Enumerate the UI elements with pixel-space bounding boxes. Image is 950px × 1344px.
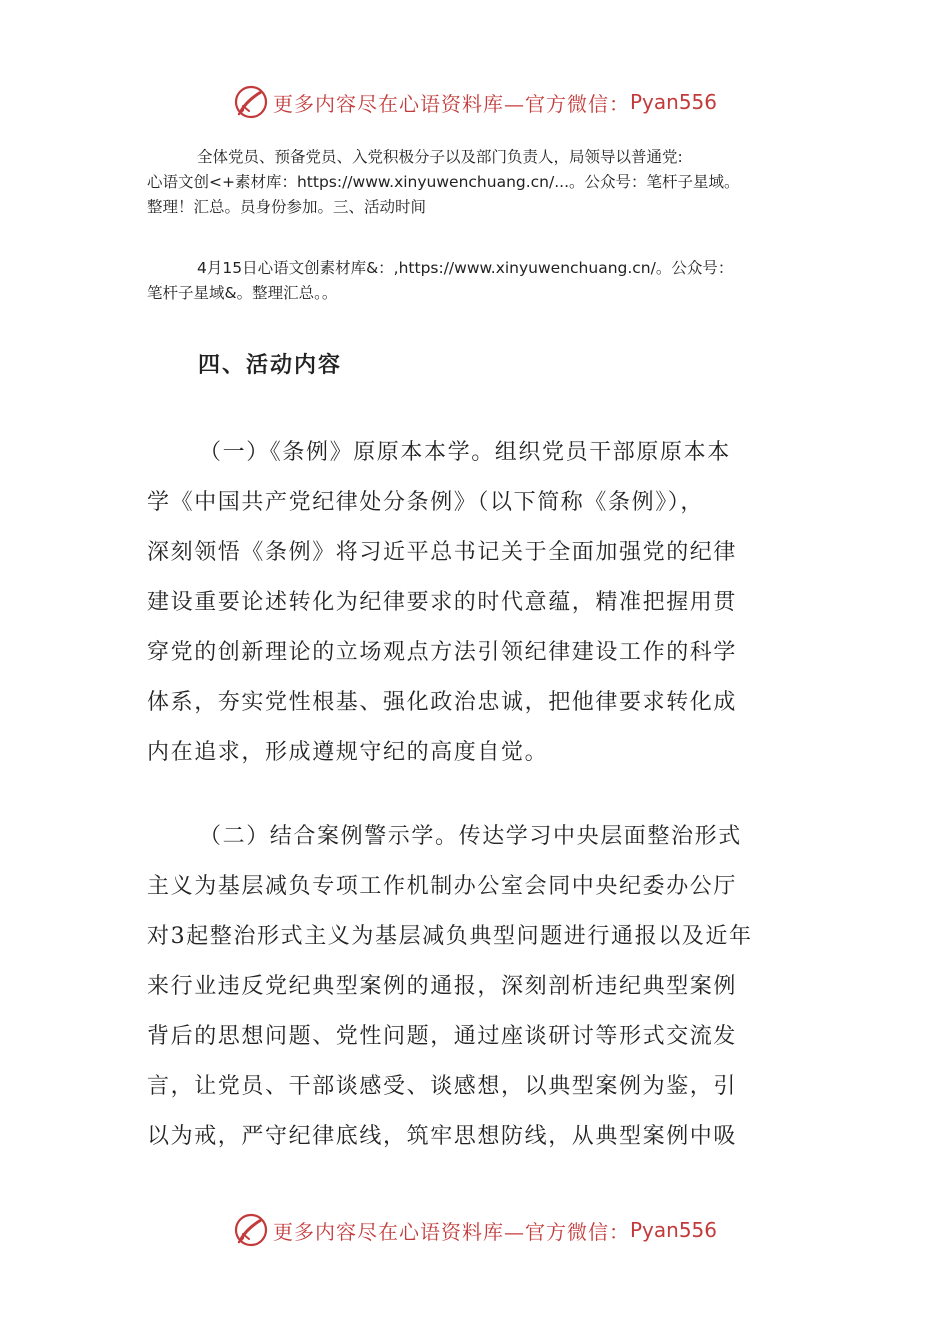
paragraph-line: 穿党的创新理论的立场观点方法引领纪律建设工作的科学	[147, 640, 738, 665]
paragraph-line: 学《中国共产党纪律处分条例》（以下简称《条例》），	[147, 490, 705, 515]
section-heading: 四、活动内容	[198, 352, 343, 378]
pen-circle-logo-icon	[233, 1212, 269, 1248]
intro-line: 心语文创<+素材库：https://www.xinyuwenchuang.cn/...。公众号：笔杆子星域。	[147, 173, 740, 191]
time-text	[147, 256, 807, 306]
paragraph-line: 建设重要论述转化为纪律要求的时代意蕴，精准把握用贯	[147, 590, 738, 615]
intro-text	[147, 145, 807, 220]
banner-wechat-id: Pyan556	[629, 90, 717, 114]
intro-line: 全体党员、预备党员、入党积极分子以及部门负责人，局领导以普通党:	[197, 148, 683, 166]
paragraph-line: （二）结合案例警示学。传达学习中央层面整治形式	[199, 824, 742, 849]
time-line: 笔杆子星域&。整理汇总。。	[147, 284, 338, 302]
paragraph-line: 深刻领悟《条例》将习近平总书记关于全面加强党的纪律	[147, 540, 738, 565]
footer-banner	[0, 1210, 950, 1250]
banner-text: 更多内容尽在心语资料库—官方微信：	[272, 1219, 630, 1244]
paragraph-line: 主义为基层减负专项工作机制办公室会同中央纪委办公厅	[147, 874, 738, 899]
paragraph-line: 对3起整治形式主义为基层减负典型问题进行通报以及近年	[147, 924, 753, 949]
paragraph-line: 言，让党员、干部谈感受、谈感想，以典型案例为鉴，引	[147, 1074, 738, 1099]
paragraph-line: 体系，夯实党性根基、强化政治忠诚，把他律要求转化成	[147, 690, 738, 715]
intro-line: 整理！汇总。员身份参加。三、活动时间	[147, 198, 427, 216]
header-banner	[0, 82, 950, 122]
banner-wechat-id: Pyan556	[629, 1218, 717, 1242]
paragraph-line: 内在追求，形成遵规守纪的高度自觉。	[147, 740, 549, 765]
paragraph-line: 以为戒，严守纪律底线，筑牢思想防线，从典型案例中吸	[147, 1124, 738, 1149]
paragraph-line: （一）《条例》原原本本学。组织党员干部原原本本	[199, 440, 731, 465]
banner-text: 更多内容尽在心语资料库—官方微信：	[272, 91, 630, 116]
time-line: 4月15日心语文创素材库&：,https://www.xinyuwenchuang.cn/。公众号：	[197, 259, 734, 277]
paragraph-two	[147, 812, 753, 1162]
paragraph-line: 背后的思想问题、党性问题，通过座谈研讨等形式交流发	[147, 1024, 738, 1049]
paragraph-one	[147, 428, 737, 778]
pen-circle-logo-icon	[233, 84, 269, 120]
paragraph-line: 来行业违反党纪典型案例的通报，深刻剖析违纪典型案例	[147, 974, 738, 999]
